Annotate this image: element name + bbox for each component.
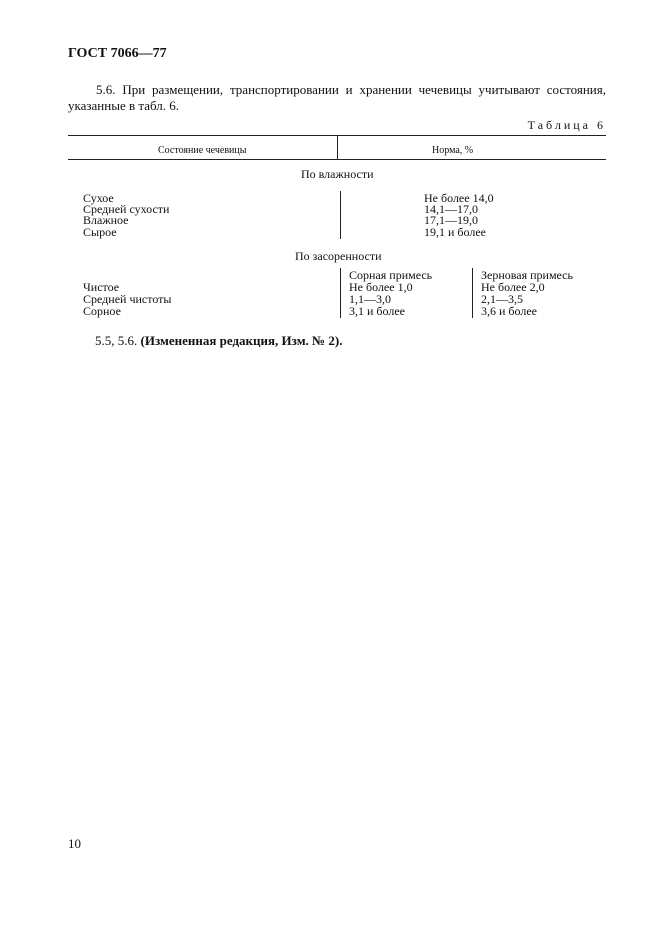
moisture-value-medium-dry: 14,1—17,0 <box>424 202 478 216</box>
contamination-divider-left <box>340 268 341 318</box>
section-title-moisture: По влажности <box>301 167 374 181</box>
contamination-state-weedy: Сорное <box>83 304 121 318</box>
subheader-weed-impurity: Сорная примесь <box>349 268 433 282</box>
paragraph-5-6: 5.6. При размещении, транспортировании и хранении чечевицы учитывают состояния, указанные в табл. 6. <box>68 82 606 113</box>
table-header-divider <box>337 135 338 159</box>
contamination-grain-weedy: 3,6 и более <box>481 304 538 318</box>
contamination-weed-weedy: 3,1 и более <box>349 304 406 318</box>
moisture-value-dry: Не более 14,0 <box>424 191 494 205</box>
moisture-state-humid: Влажное <box>83 213 129 227</box>
contamination-grain-medium: 2,1—3,5 <box>481 292 523 306</box>
subheader-grain-impurity: Зерновая примесь <box>481 268 573 282</box>
amendment-note <box>95 333 342 349</box>
contamination-weed-medium: 1,1—3,0 <box>349 292 391 306</box>
moisture-value-wet: 19,1 и более <box>424 225 487 239</box>
amendment-note-bold: (Измененная редакция, Изм. № 2). <box>140 333 343 348</box>
section-title-contamination: По засоренности <box>295 249 382 263</box>
contamination-weed-clean: Не более 1,0 <box>349 280 413 294</box>
contamination-state-clean: Чистое <box>83 280 120 294</box>
moisture-state-dry: Сухое <box>83 191 114 205</box>
page-number: 10 <box>68 836 81 851</box>
contamination-divider-right <box>472 268 473 318</box>
contamination-state-medium: Средней чистоты <box>83 292 172 306</box>
amendment-note-prefix: 5.5, 5.6. <box>95 333 141 348</box>
moisture-divider <box>340 191 341 239</box>
column-header-norm: Норма, % <box>432 145 474 156</box>
moisture-state-wet: Сырое <box>83 225 117 239</box>
moisture-state-medium-dry: Средней сухости <box>83 202 170 216</box>
table-caption: Таблица 6 <box>527 118 606 132</box>
document-header: ГОСТ 7066—77 <box>68 46 167 61</box>
moisture-value-humid: 17,1—19,0 <box>424 213 478 227</box>
table-header-bottom-rule <box>68 159 606 160</box>
contamination-grain-clean: Не более 2,0 <box>481 280 545 294</box>
column-header-state: Состояние чечевицы <box>158 145 247 156</box>
